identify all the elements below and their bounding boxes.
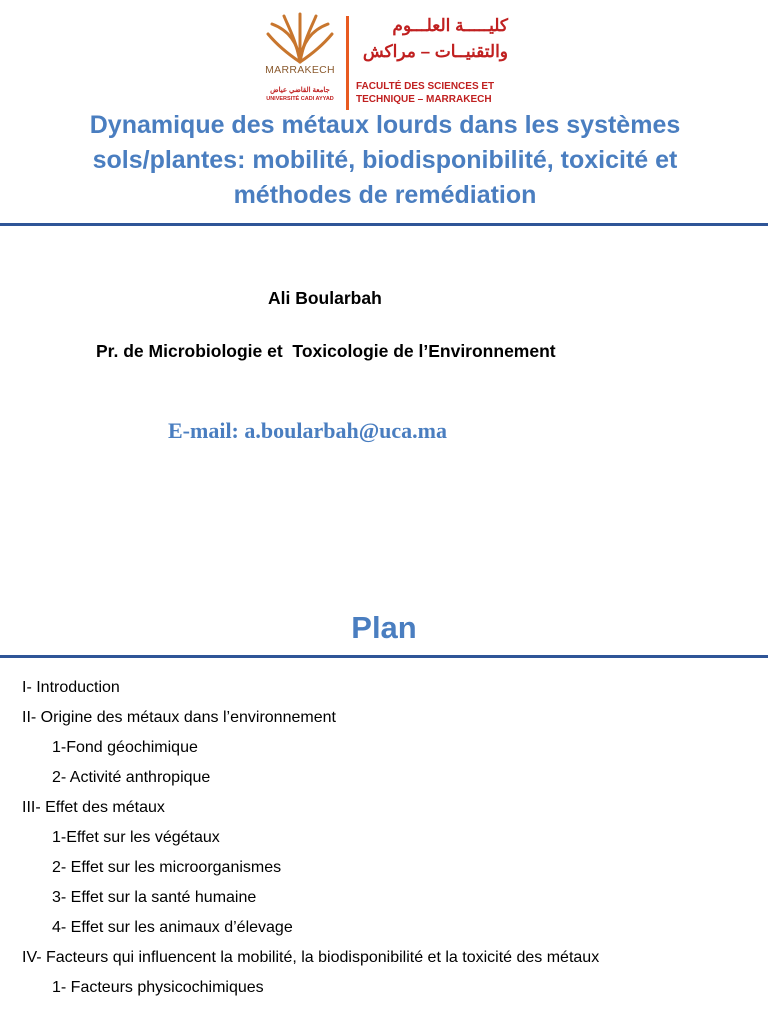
outline-item: 1- Facteurs physicochimiques xyxy=(52,979,264,996)
outline-item: 3- Effet sur la santé humaine xyxy=(52,889,257,906)
document-title: Dynamique des métaux lourds dans les systèmes sols/plantes: mobilité, biodisponibilité, toxicité et méthodes de remédiation xyxy=(89,111,681,209)
outline-item: 4- Effet sur les animaux d’élevage xyxy=(52,919,293,936)
outline-item: III- Effet des métaux xyxy=(22,799,165,816)
logo-city: MARRAKECH xyxy=(265,64,335,76)
plan-heading: Plan xyxy=(351,610,417,645)
outline-item: 1-Effet sur les végétaux xyxy=(52,829,220,846)
outline-item: 2- Activité anthropique xyxy=(52,769,211,786)
plan-divider xyxy=(0,655,768,658)
outline-item: 2- Effet sur les microorganismes xyxy=(52,859,282,876)
outline-item: IV- Facteurs qui influencent la mobilité, la biodisponibilité et la toxicité des métaux xyxy=(22,949,600,966)
author-email[interactable]: E-mail: a.boularbah@uca.ma xyxy=(168,418,447,443)
logo-faculty-fr-line1: FACULTÉ DES SCIENCES ET xyxy=(356,81,495,92)
author-name: Ali Boularbah xyxy=(268,288,382,308)
logo-divider xyxy=(346,16,349,110)
author-role: Pr. de Microbiologie et Toxicologie de l’Environnement xyxy=(96,341,556,361)
logo-faculty-fr-line2: TECHNIQUE – MARRAKECH xyxy=(356,94,492,105)
outline-item: II- Origine des métaux dans l’environnement xyxy=(22,709,336,726)
outline-item: 1-Fond géochimique xyxy=(52,739,198,756)
faculty-logo xyxy=(258,12,518,112)
logo-faculty-ar-line1: كليـــــة العلـــوم xyxy=(392,16,508,35)
plan-outline xyxy=(22,677,662,1007)
title-divider xyxy=(0,223,768,226)
outline-item: I- Introduction xyxy=(22,679,120,696)
logo-faculty-ar-line2: والتقنيــات – مراكش xyxy=(362,42,508,61)
logo-faculty-fr xyxy=(356,80,516,106)
palm-emblem-icon xyxy=(258,12,342,108)
logo-university-fr: UNIVERSITÉ CADI AYYAD xyxy=(266,96,334,102)
logo-university-ar: جامعة القاضي عياض xyxy=(270,87,330,94)
